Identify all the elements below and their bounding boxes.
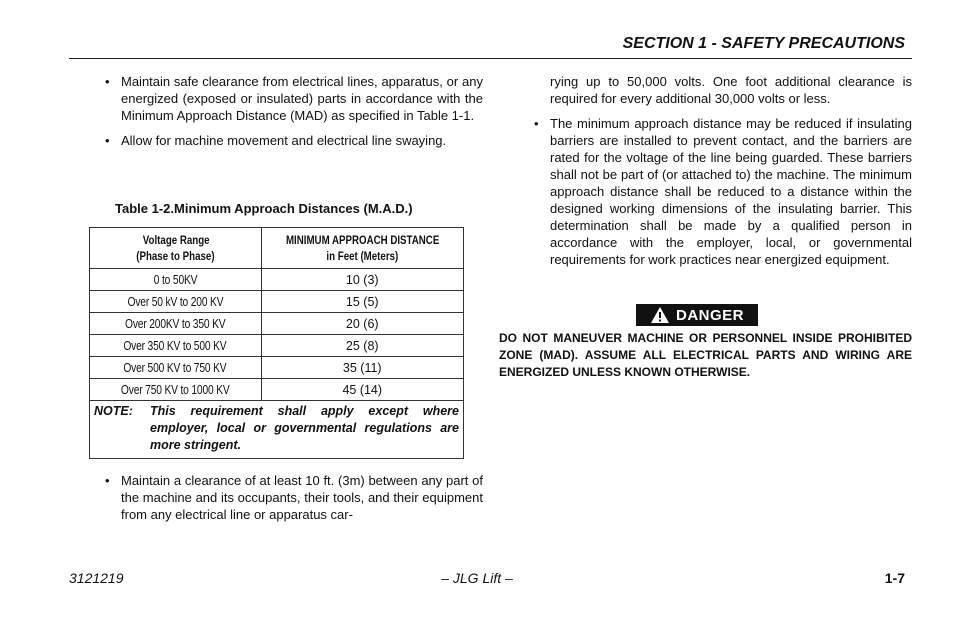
voltage-cell <box>90 269 262 291</box>
section-title: SECTION 1 - SAFETY PRECAUTIONS <box>622 35 905 52</box>
distance-cell: 20 (6) <box>261 313 464 335</box>
header-divider <box>69 58 912 59</box>
table-row <box>90 357 464 379</box>
voltage-text: Over 50 kV to 200 KV <box>127 294 224 309</box>
right-column <box>533 73 912 268</box>
header-line: in Feet (Meters) <box>326 249 399 263</box>
continued-paragraph: rying up to 50,000 volts. One foot additional clearance is required for every additional 30,000 volts or less. <box>550 74 912 106</box>
header-line: MINIMUM APPROACH DISTANCE <box>285 233 439 247</box>
voltage-text: Over 500 KV to 750 KV <box>123 360 227 375</box>
voltage-text: 0 to 50KV <box>153 272 198 287</box>
voltage-cell <box>90 379 262 401</box>
voltage-cell <box>90 357 262 379</box>
header-line: (Phase to Phase) <box>136 249 215 263</box>
table-header-row <box>90 228 464 269</box>
table-row <box>90 313 464 335</box>
warning-triangle-icon <box>650 306 670 324</box>
note-label: NOTE: <box>94 404 133 418</box>
voltage-cell <box>90 335 262 357</box>
table-note <box>90 401 464 459</box>
distance-cell: 15 (5) <box>261 291 464 313</box>
table-row <box>90 291 464 313</box>
bullet-item: • The minimum approach distance may be reduced if insulating barriers are installed to prevent contact, and the barriers are rated for the voltage of the line being guarded. These barriers shall not be part of (or attached to) the machine. The minimum approach distance shall be reduced to a distance within the designed working dimensions of the insulating barrier. This determination shall be made by a qualified person in accordance with the employer, local, or governmental requirements for work practices near energized equipment. <box>533 115 912 268</box>
mad-table <box>89 227 464 459</box>
bullet-item: • Allow for machine movement and electrical line swaying. <box>104 132 483 149</box>
bullet-item: • Maintain safe clearance from electrical lines, apparatus, or any energized (exposed or insulated) parts in accordance with the Minimum Approach Distance (MAD) as specified in Table 1-1. <box>104 73 483 124</box>
distance-cell: 10 (3) <box>261 269 464 291</box>
table-row <box>90 269 464 291</box>
table-row <box>90 335 464 357</box>
voltage-cell <box>90 313 262 335</box>
voltage-text: Over 200KV to 350 KV <box>125 316 226 331</box>
voltage-cell <box>90 291 262 313</box>
danger-label: DANGER <box>675 306 744 324</box>
header-min-distance <box>271 228 453 269</box>
left-column-bottom <box>104 472 483 523</box>
table-row <box>90 379 464 401</box>
note-text: This requirement shall apply except where employer, local or governmental regulations are more stringent. <box>150 404 459 452</box>
footer-center: – JLG Lift – <box>441 570 513 586</box>
header-line: Voltage Range <box>141 233 209 247</box>
distance-cell: 45 (14) <box>261 379 464 401</box>
distance-cell: 35 (11) <box>261 357 464 379</box>
left-column <box>104 73 483 149</box>
table-title: Table 1-2.Minimum Approach Distances (M.A.D.) <box>115 201 413 216</box>
table-note-row <box>90 401 464 459</box>
footer-doc-number: 3121219 <box>69 570 124 586</box>
danger-banner <box>636 304 758 326</box>
footer-page-number: 1-7 <box>884 570 905 586</box>
voltage-text: Over 350 KV to 500 KV <box>123 338 227 353</box>
header-voltage-range <box>98 228 252 269</box>
bullet-item: • Maintain a clearance of at least 10 ft. (3m) between any part of the machine and its occupants, their tools, and their equipment from any electrical line or apparatus car- <box>104 472 483 523</box>
voltage-text: Over 750 KV to 1000 KV <box>120 382 230 397</box>
distance-cell: 25 (8) <box>261 335 464 357</box>
danger-message: DO NOT MANEUVER MACHINE OR PERSONNEL INSIDE PROHIBITED ZONE (MAD). ASSUME ALL ELECTRICAL PARTS AND WIRING ARE ENERGIZED UNLESS KNOWN OTHERWISE. <box>499 331 912 379</box>
